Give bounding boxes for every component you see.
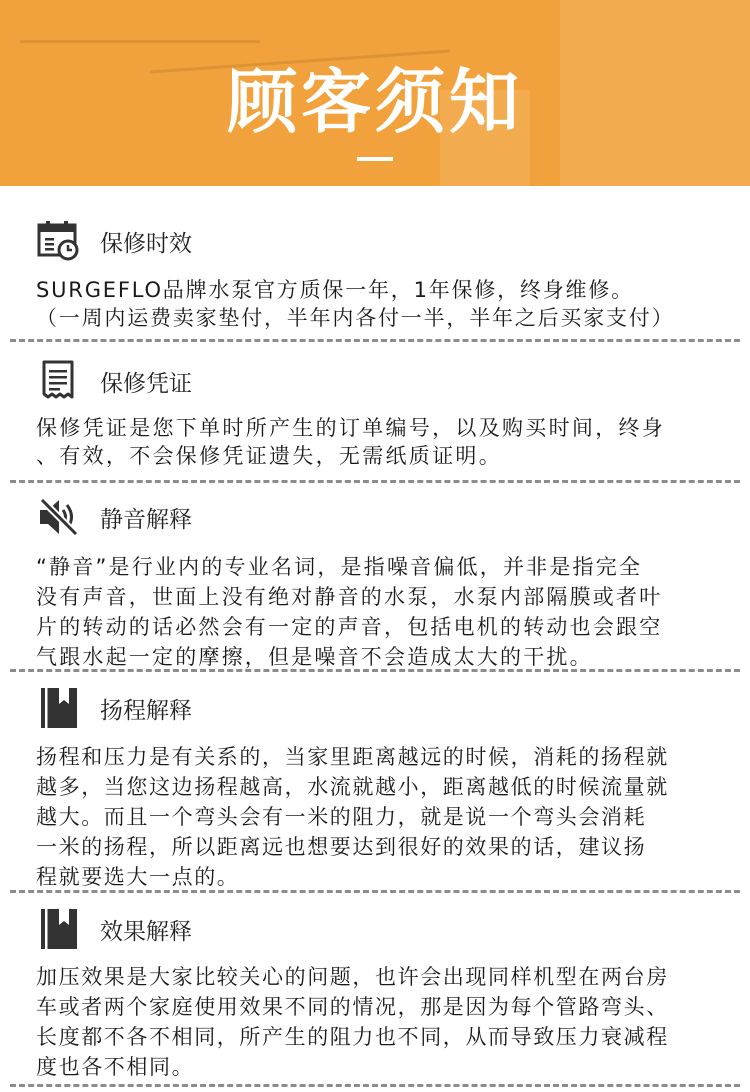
section-divider — [10, 339, 740, 342]
body-line: 一米的扬程，所以距离远也想要达到很好的效果的话，建议扬 — [36, 835, 647, 859]
section-title: 保修凭证 — [100, 370, 192, 397]
body-line: 扬程和压力是有关系的，当家里距离越远的时候，消耗的扬程就 — [36, 745, 669, 769]
calendar-clock-icon — [36, 218, 82, 264]
body-line: 、有效，不会保修凭证遗失，无需纸质证明。 — [36, 444, 502, 468]
section-divider — [10, 1084, 740, 1087]
section-title: 保修时效 — [100, 230, 192, 257]
section-title: 效果解释 — [100, 918, 192, 945]
section-body — [36, 742, 726, 892]
section-body — [36, 276, 726, 332]
body-line: 车或者两个家庭使用效果不同的情况，那是因为每个管路弯头、 — [36, 995, 669, 1019]
page-title: 顾客须知 — [227, 61, 523, 143]
body-line: SURGEFLO品牌水泵官方质保一年，1年保修，终身维修。 — [36, 278, 634, 302]
body-line: 片的转动的话必然会有一定的声音，包括电机的转动也会跟空 — [36, 615, 663, 639]
body-line: 加压效果是大家比较关心的问题，也许会出现同样机型在两台房 — [36, 965, 669, 989]
section-body — [36, 962, 726, 1082]
body-line: 没有声音，世面上没有绝对静音的水泵，水泵内部隔膜或者叶 — [36, 585, 663, 609]
section-body — [36, 414, 726, 470]
section-divider — [10, 890, 740, 893]
banner-background-shape — [20, 40, 260, 43]
book-icon — [36, 906, 82, 952]
body-line: 长度都不各不相同，所产生的阻力也不同，从而导致压力衰减程 — [36, 1025, 669, 1049]
body-line: 程就要选大一点的。 — [36, 865, 240, 889]
body-line: 越多，当您这边扬程越高，水流就越小，距离越低的时候流量就 — [36, 775, 669, 799]
body-line: （一周内运费卖家垫付，半年内各付一半，半年之后买家支付） — [36, 306, 675, 330]
header-banner — [0, 0, 750, 186]
receipt-icon — [36, 358, 82, 404]
section-divider — [10, 669, 740, 672]
book-icon — [36, 685, 82, 731]
speaker-muted-icon — [36, 494, 82, 540]
body-line: “静音”是行业内的专业名词，是指噪音偏低，并非是指完全 — [36, 555, 643, 579]
body-line: 气跟水起一定的摩擦，但是噪音不会造成太大的干扰。 — [36, 645, 593, 669]
section-title: 静音解释 — [100, 506, 192, 533]
section-title: 扬程解释 — [100, 697, 192, 724]
title-underline — [357, 157, 393, 161]
body-line: 度也各不相同。 — [36, 1055, 195, 1079]
section-body — [36, 552, 726, 672]
body-line: 保修凭证是您下单时所产生的订单编号，以及购买时间，终身 — [36, 416, 666, 440]
section-divider — [10, 480, 740, 483]
body-line: 越大。而且一个弯头会有一米的阻力，就是说一个弯头会消耗 — [36, 805, 647, 829]
